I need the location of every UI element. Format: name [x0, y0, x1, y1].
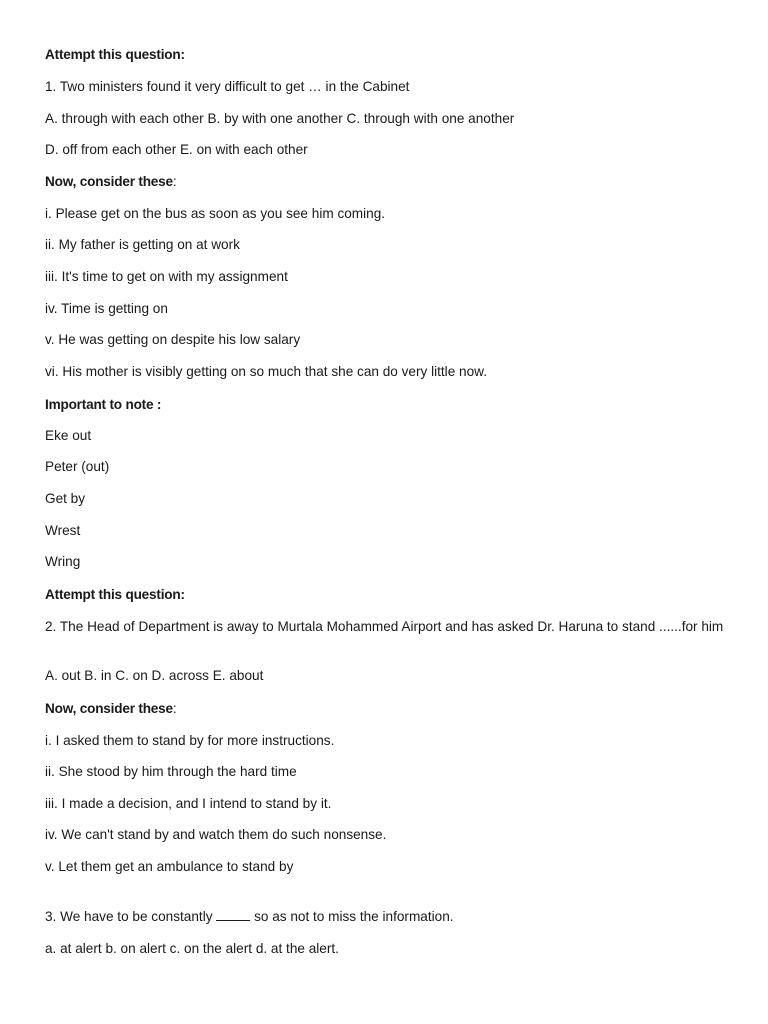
question-1-options-a-c: A. through with each other B. by with one another C. through with one another — [45, 111, 515, 126]
list-item: ii. My father is getting on at work — [45, 237, 240, 252]
list-item: v. He was getting on despite his low salary — [45, 332, 301, 347]
question-1: 1. Two ministers found it very difficult to get … in the Cabinet — [45, 79, 410, 94]
list-item: ii. She stood by him through the hard time — [45, 764, 297, 779]
note-item: Wrest — [45, 523, 81, 538]
list-item: i. Please get on the bus as soon as you see him coming. — [45, 206, 386, 221]
question-2: 2. The Head of Department is away to Murtala Mohammed Airport and has asked Dr. Haruna to stand ......for him — [45, 619, 724, 634]
question-3-options: a. at alert b. on alert c. on the alert d. at the alert. — [45, 941, 339, 956]
question-3-text-after: so as not to miss the information. — [250, 909, 454, 924]
consider-heading-1-colon: : — [172, 174, 177, 189]
attempt-heading-1: Attempt this question: — [45, 47, 185, 62]
note-item: Eke out — [45, 428, 92, 443]
consider-heading-1-text: Now, consider these — [45, 174, 173, 189]
answer-blank — [216, 908, 250, 921]
list-item: iii. It's time to get on with my assignment — [45, 269, 288, 284]
consider-heading-2-text: Now, consider these — [45, 701, 173, 716]
question-1-options-d-e: D. off from each other E. on with each other — [45, 142, 308, 157]
consider-heading-1 — [45, 173, 725, 191]
attempt-heading-2: Attempt this question: — [45, 587, 185, 602]
list-item: v. Let them get an ambulance to stand by — [45, 859, 294, 874]
question-2-options: A. out B. in C. on D. across E. about — [45, 668, 264, 683]
list-item: iv. We can't stand by and watch them do such nonsense. — [45, 827, 387, 842]
question-3-text-before: 3. We have to be constantly — [45, 909, 217, 924]
note-item: Peter (out) — [45, 459, 110, 474]
list-item: iii. I made a decision, and I intend to stand by it. — [45, 796, 332, 811]
question-3 — [45, 908, 725, 926]
list-item: iv. Time is getting on — [45, 301, 168, 316]
list-item: i. I asked them to stand by for more instructions. — [45, 733, 335, 748]
consider-heading-2 — [45, 700, 725, 718]
important-note-heading: Important to note : — [45, 397, 162, 412]
list-item: vi. His mother is visibly getting on so much that she can do very little now. — [45, 364, 487, 379]
consider-heading-2-colon: : — [172, 701, 177, 716]
note-item: Get by — [45, 491, 86, 506]
note-item: Wring — [45, 554, 81, 569]
